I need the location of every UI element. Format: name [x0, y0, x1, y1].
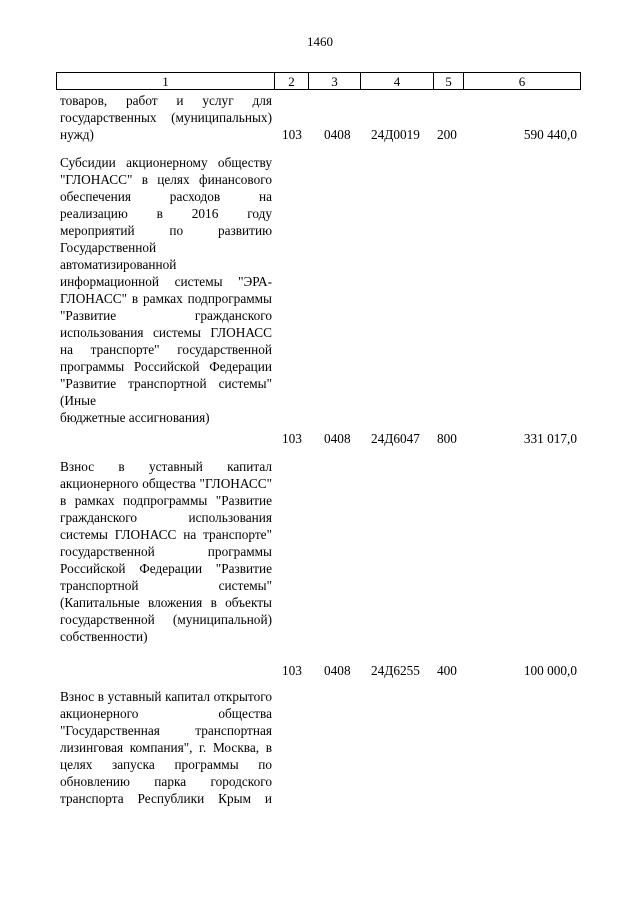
row-code-4: 24Д6047: [371, 431, 420, 446]
row-description: Взнос в уставный капитал открытого акционерного общества "Государственная транспортная лизинговая компания", г. Москва, в целях запуска программы по обновлению парка городского транспорта Республики Крым и: [60, 689, 272, 806]
row-code-5: 800: [437, 431, 457, 446]
row-code-3: 0408: [324, 127, 351, 142]
row-code-5: 400: [437, 663, 457, 678]
row-amount: 100 000,0: [523, 663, 577, 678]
row-description: товаров, работ и услуг для государственных (муниципальных) нужд): [60, 93, 272, 142]
row-code-2: 103: [282, 127, 302, 142]
row-code-2: 103: [282, 431, 302, 446]
column-header-4: 4: [361, 73, 434, 90]
column-header-5: 5: [434, 73, 464, 90]
row-code-3: 0408: [324, 663, 351, 678]
table-header: [56, 72, 581, 90]
row-description: Субсидии акционерному обществу "ГЛОНАСС" в целях финансового обеспечения расходов на реализацию в 2016 году мероприятий по развитию Государственной автоматизированной информационной системы "ЭРА-ГЛОНАСС" в рамках подпрограммы "Развитие гражданского использования системы ГЛОНАСС на транспорте" государственной программы Российской Федерации "Развитие транспортной системы" (Иные бюджетные ассигнования): [60, 155, 272, 425]
row-code-5: 200: [437, 127, 457, 142]
column-header-6: 6: [464, 73, 581, 90]
row-amount: 590 440,0: [523, 127, 577, 142]
column-header-2: 2: [275, 73, 309, 90]
column-header-3: 3: [309, 73, 361, 90]
column-header-1: 1: [57, 73, 275, 90]
page-number: 1460: [307, 34, 333, 49]
row-code-2: 103: [282, 663, 302, 678]
row-code-4: 24Д6255: [371, 663, 420, 678]
row-code-3: 0408: [324, 431, 351, 446]
row-amount: 331 017,0: [523, 431, 577, 446]
row-code-4: 24Д0019: [371, 127, 420, 142]
row-description: Взнос в уставный капитал акционерного общества "ГЛОНАСС" в рамках подпрограммы "Развитие гражданского использования системы ГЛОНАСС на транспорте" государственной программы Российской Федерации "Развитие транспортной системы" (Капитальные вложения в объекты государственной (муниципальной) собственности): [60, 459, 272, 644]
